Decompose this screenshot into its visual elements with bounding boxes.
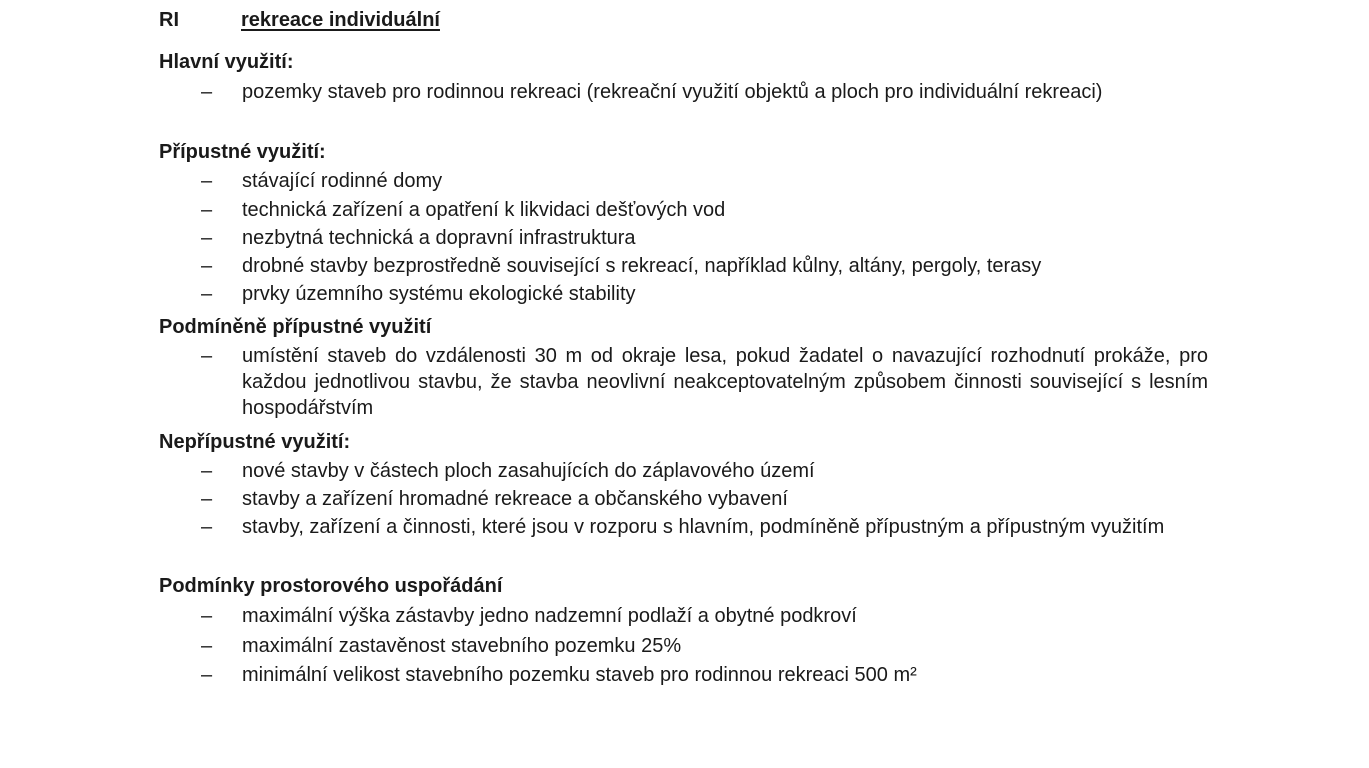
bullet-dash: –: [201, 170, 213, 192]
section-title: [159, 9, 440, 32]
heading-permitted-use: Přípustné využití:: [159, 141, 326, 163]
list-item-text: pozemky staveb pro rodinnou rekreaci (rekreační využití objektů a ploch pro individuální rekreaci): [242, 81, 1103, 103]
list-item-text: drobné stavby bezprostředně související s rekreací, například kůlny, altány, pergoly, terasy: [242, 255, 1042, 277]
list-item-text: nezbytná technická a dopravní infrastruktura: [242, 227, 636, 249]
list-item-text: stávající rodinné domy: [242, 170, 443, 192]
bullet-dash: –: [201, 255, 213, 277]
list-item-text: technická zařízení a opatření k likvidaci dešťových vod: [242, 199, 726, 221]
heading-spatial-conditions: Podmínky prostorového uspořádání: [159, 575, 503, 597]
title-name: rekreace individuální: [241, 9, 440, 31]
bullet-dash: –: [201, 283, 213, 305]
heading-conditional-use: Podmíněně přípustné využití: [159, 316, 432, 338]
list-item-text: umístění staveb do vzdálenosti 30 m od okraje lesa, pokud žadatel o navazující rozhodnutí prokáže, pro každou jednotlivou stavbu, že stavba neovlivní neakceptovatelným způsobem činnosti související s lesním hospodářstvím: [242, 345, 1208, 419]
title-code: RI: [159, 9, 179, 31]
bullet-dash: –: [201, 345, 213, 367]
list-item-text: minimální velikost stavebního pozemku staveb pro rodinnou rekreaci 500 m²: [242, 664, 917, 686]
list-item-text: maximální zastavěnost stavebního pozemku 25%: [242, 635, 682, 657]
list-item-text: stavby, zařízení a činnosti, které jsou v rozporu s hlavním, podmíněně přípustným a přípustným využitím: [242, 516, 1165, 538]
bullet-dash: –: [201, 460, 213, 482]
heading-prohibited-use: Nepřípustné využití:: [159, 431, 351, 453]
bullet-dash: –: [201, 605, 213, 627]
heading-main-use: Hlavní využití:: [159, 51, 294, 73]
bullet-dash: –: [201, 664, 213, 686]
list-item-text: stavby a zařízení hromadné rekreace a občanského vybavení: [242, 488, 788, 510]
list-item-text: prvky územního systému ekologické stability: [242, 283, 636, 305]
bullet-dash: –: [201, 81, 213, 103]
list-item-text: maximální výška zástavby jedno nadzemní podlaží a obytné podkroví: [242, 605, 857, 627]
bullet-dash: –: [201, 227, 213, 249]
bullet-dash: –: [201, 635, 213, 657]
bullet-dash: –: [201, 516, 213, 538]
list-item-text: nové stavby v částech ploch zasahujících do záplavového území: [242, 460, 815, 482]
bullet-dash: –: [201, 199, 213, 221]
bullet-dash: –: [201, 488, 213, 510]
